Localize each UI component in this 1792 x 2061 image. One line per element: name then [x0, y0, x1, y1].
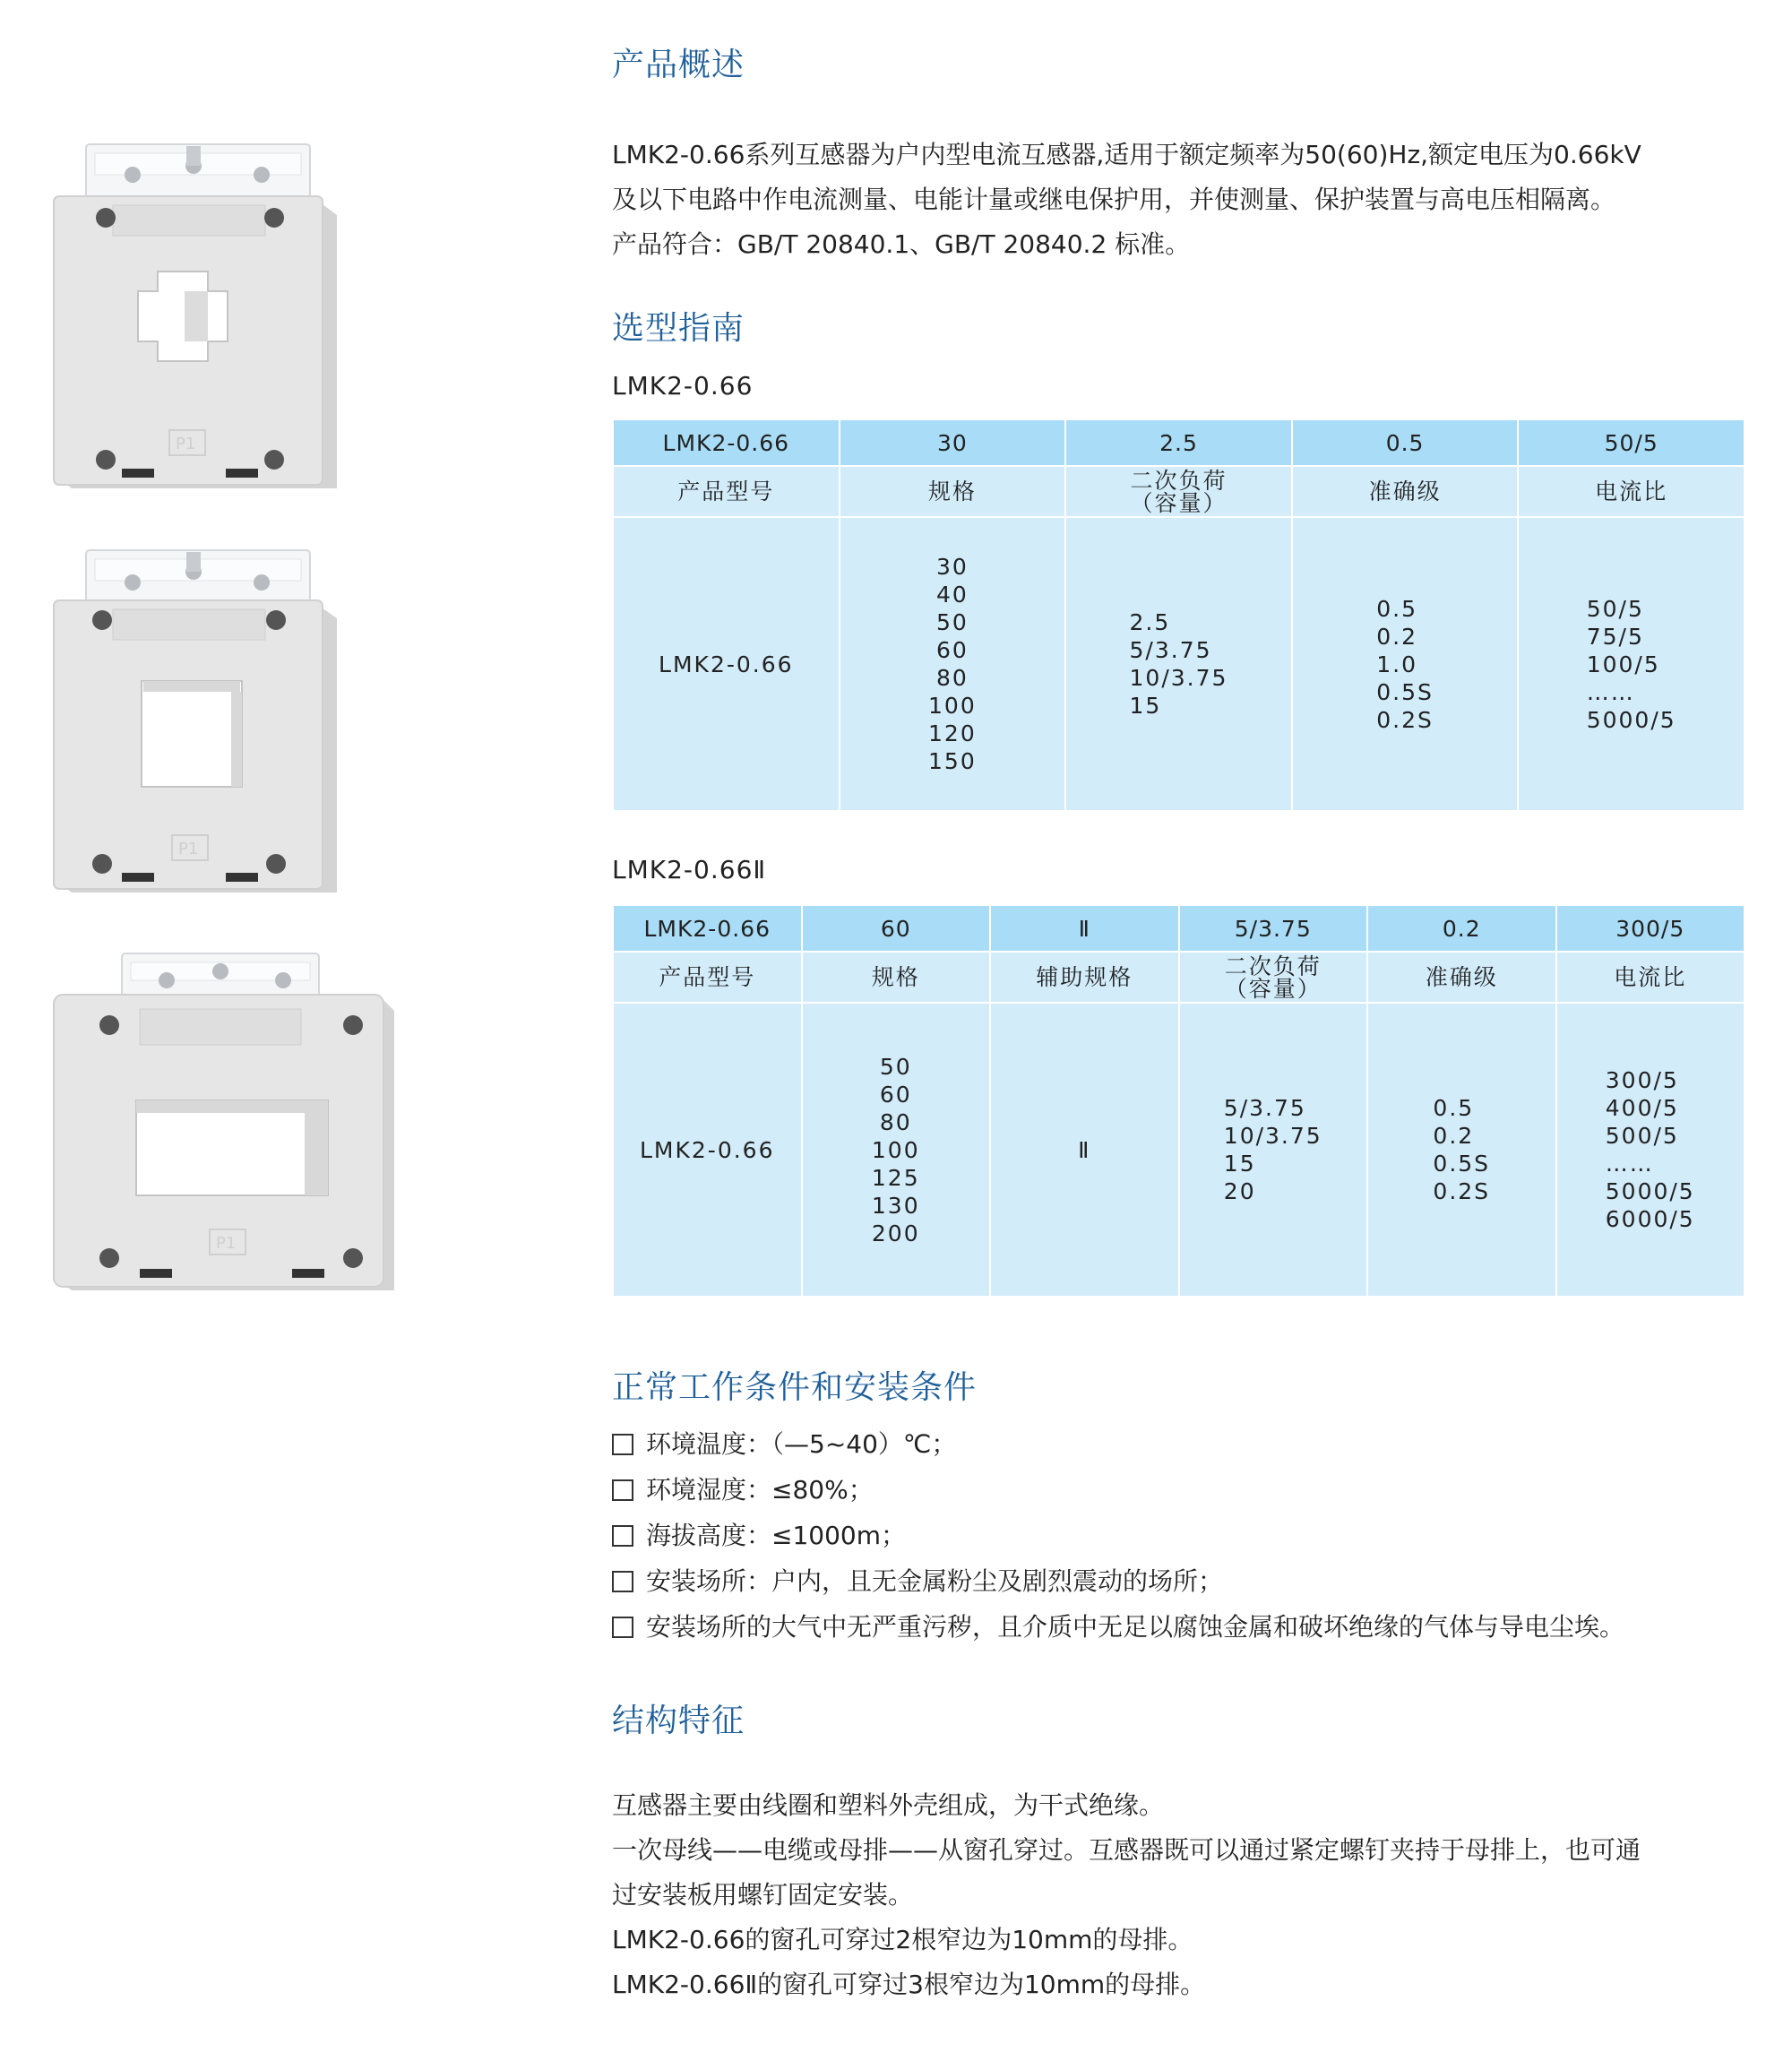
- condition-item: [612, 1604, 1750, 1650]
- overview-line-3: 产品符合：GB/T 20840.1、GB/T 20840.2 标准。: [612, 229, 1191, 259]
- table2-label-cell: 辅助规格: [1036, 964, 1133, 990]
- table1-head-cell: 2.5: [1065, 419, 1292, 466]
- structure-line-3: 过安装板用螺钉固定安装。: [612, 1880, 914, 1910]
- product-image-square-window: [50, 547, 346, 905]
- table1-head-cell: 0.5: [1292, 419, 1519, 466]
- table2-caption: LMK2-0.66Ⅱ: [612, 855, 767, 884]
- svg-text:P1: P1: [176, 435, 196, 453]
- condition-item: [612, 1421, 1750, 1467]
- table2-label-cell: 二次负荷 （容量）: [1224, 953, 1322, 1002]
- product-image-round-window: [50, 139, 346, 497]
- condition-item: [612, 1558, 1750, 1604]
- product-image-wide-window: [50, 950, 400, 1308]
- table1-head-cell: 50/5: [1518, 419, 1745, 466]
- overview-line-2: 及以下电路中作电流测量、电能计量或继电保护用，并使测量、保护装置与高电压相隔离。: [612, 185, 1616, 214]
- table2-head-cell: 60: [802, 905, 991, 952]
- table1-label-cell: 规格: [927, 479, 977, 504]
- table1-body-row: [613, 517, 1745, 811]
- table2-label-cell: 电流比: [1614, 964, 1687, 990]
- table2-body-cell: 5/3.75 10/3.75 15 20: [1223, 1095, 1322, 1204]
- table2-label-cell: 准确级: [1425, 964, 1498, 990]
- conditions-list: [612, 1421, 1750, 1650]
- structure-section: [612, 1695, 1750, 1741]
- table2-label-row: [613, 952, 1745, 1003]
- table2-body-cell: LMK2-0.66: [640, 1136, 775, 1163]
- condition-text: 环境温度：（—5~40）℃；: [646, 1429, 957, 1459]
- structure-line-2: 一次母线——电缆或母排——从窗孔穿过。互感器既可以通过紧定螺钉夹持于母排上，也可通: [612, 1835, 1641, 1865]
- structure-line-1: 互感器主要由线圈和塑料外壳组成，为干式绝缘。: [612, 1790, 1165, 1820]
- table2-body-cell: 0.5 0.2 0.5S 0.2S: [1433, 1095, 1491, 1204]
- table2-body-cell: Ⅱ: [1078, 1136, 1091, 1163]
- table1-head-row: [613, 419, 1745, 466]
- selection-table-1: [612, 418, 1745, 812]
- table2-label-cell: 规格: [871, 964, 920, 990]
- table1-head-cell: LMK2-0.66: [613, 419, 840, 466]
- table2-head-cell: 0.2: [1367, 905, 1556, 952]
- condition-item: [612, 1467, 1750, 1513]
- table1-body-cell: 30 40 50 60 80 100 120 150: [928, 554, 977, 774]
- table1-label-row: [613, 466, 1745, 517]
- svg-text:P1: P1: [178, 840, 199, 858]
- table1-body-cell: 50/5 75/5 100/5 …… 5000/5: [1586, 595, 1676, 733]
- checkbox-icon: [612, 1434, 633, 1455]
- structure-title: 结构特征: [612, 1703, 745, 1739]
- table1-label-cell: 二次负荷 （容量）: [1130, 467, 1228, 516]
- table2-body-cell: 50 60 80 100 125 130 200: [871, 1053, 920, 1246]
- table2-body-cell: 300/5 400/5 500/5 …… 5000/5 6000/5: [1605, 1067, 1695, 1232]
- condition-item: [612, 1513, 1750, 1558]
- table1-body-cell: 2.5 5/3.75 10/3.75 15: [1129, 609, 1228, 719]
- table1-label-cell: 准确级: [1368, 479, 1442, 504]
- table1-label-cell: 电流比: [1595, 479, 1668, 504]
- condition-text: 安装场所的大气中无严重污秽，且介质中无足以腐蚀金属和破坏绝缘的气体与导电尘埃。: [646, 1612, 1625, 1642]
- table1-head-cell: 30: [840, 419, 1066, 466]
- table2-label-cell: 产品型号: [659, 964, 756, 990]
- condition-text: 海拔高度：≤1000m；: [646, 1521, 906, 1550]
- table1-body-cell: 0.5 0.2 1.0 0.5S 0.2S: [1376, 595, 1434, 733]
- selection-section: [612, 303, 1750, 349]
- overview-text: [612, 133, 1750, 267]
- condition-text: 安装场所：户内，且无金属粉尘及剧烈震动的场所；: [646, 1566, 1224, 1596]
- structure-text: [612, 1783, 1750, 2007]
- structure-line-4: LMK2-0.66的窗孔可穿过2根窄边为10mm的母排。: [612, 1925, 1193, 1954]
- checkbox-icon: [612, 1571, 633, 1592]
- table2-head-cell: LMK2-0.66: [613, 905, 802, 952]
- table2-head-cell: 5/3.75: [1179, 905, 1368, 952]
- selection-title: 选型指南: [612, 310, 745, 347]
- table2-body-row: [613, 1003, 1745, 1297]
- checkbox-icon: [612, 1617, 633, 1638]
- table1-label-cell: 产品型号: [677, 479, 775, 504]
- overview-title: 产品概述: [612, 47, 745, 83]
- table2-head-cell: 300/5: [1556, 905, 1745, 952]
- structure-line-5: LMK2-0.66Ⅱ的窗孔可穿过3根窄边为10mm的母排。: [612, 1970, 1206, 1999]
- selection-table-2: [612, 904, 1745, 1298]
- overview-line-1: LMK2-0.66系列互感器为户内型电流互感器,适用于额定频率为50(60)Hz,额定电压为0.66kV: [612, 140, 1641, 169]
- table1-caption: LMK2-0.66: [612, 371, 754, 401]
- condition-text: 环境湿度：≤80%；: [646, 1475, 874, 1505]
- table2-head-row: [613, 905, 1745, 952]
- conditions-title: 正常工作条件和安装条件: [612, 1369, 978, 1406]
- table2-head-cell: Ⅱ: [990, 905, 1179, 952]
- checkbox-icon: [612, 1525, 633, 1547]
- svg-text:P1: P1: [216, 1234, 237, 1253]
- checkbox-icon: [612, 1479, 633, 1501]
- table1-body-cell: LMK2-0.66: [659, 651, 794, 677]
- conditions-section: [612, 1362, 1750, 1408]
- overview-section: [612, 39, 1750, 85]
